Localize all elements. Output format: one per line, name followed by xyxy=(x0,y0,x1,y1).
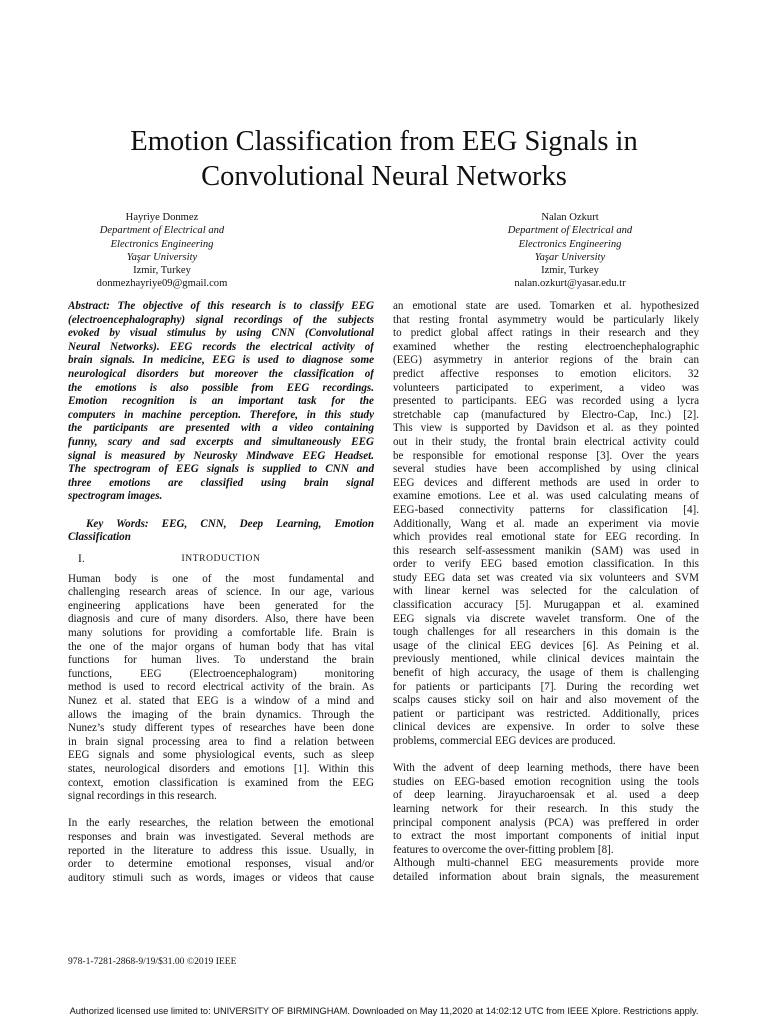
left-column xyxy=(68,300,374,885)
text-line: many solutions for providing a comfortable life. Brain is xyxy=(68,627,374,640)
abstract-line: Neural Networks). EEG records the electrical activity of xyxy=(68,340,374,353)
section-name: INTRODUCTION xyxy=(181,553,261,564)
paper-title xyxy=(0,124,768,194)
text-line: benefit of high accuracy, the usage of them is challenging xyxy=(393,667,699,680)
keywords-continued xyxy=(68,531,374,545)
text-line: which provides real emotional state for EEG recording. In xyxy=(393,531,699,544)
text-line: volunteers participated to experiment, a video was xyxy=(393,381,699,394)
author-city: Izmir, Turkey xyxy=(541,265,599,277)
paragraph xyxy=(393,857,699,884)
text-line: classification accuracy [5]. Murugappan et al. examined xyxy=(393,599,699,612)
copyright-footnote: 978-1-7281-2868-9/19/$31.00 ©2019 IEEE xyxy=(68,956,237,967)
author-university: Yaşar University xyxy=(126,251,198,263)
text-line: previously mentioned, while clinical devices maintain the xyxy=(393,653,699,666)
author-email: donmezhayriye09@gmail.com xyxy=(96,278,228,290)
text-line: presented to participants. EEG was recorded using a lycra xyxy=(393,395,699,408)
abstract-line: The spectrogram of EEG signals is supplied to CNN and xyxy=(68,463,374,476)
abstract-line: the emotions is also possible from EEG recordings. xyxy=(68,381,374,394)
text-line: Nunez et al. stated that EEG is a window of a mind and xyxy=(68,695,374,708)
text-line: method is used to record electrical activity of the brain. As xyxy=(68,681,374,694)
text-line: EEG signals via discrete wavelet transform. One of the xyxy=(393,612,699,625)
abstract-line: signal is measured by Neurosky Mindwave EEG Headset. xyxy=(68,449,374,462)
abstract-line: computers in machine perception. Therefore, in this study xyxy=(68,408,374,421)
author-block-2 xyxy=(440,211,700,291)
author-university: Yaşar University xyxy=(534,251,606,263)
author-department: Electronics Engineering xyxy=(518,238,622,250)
text-line: of deep learning. Jirayucharoensak et al. used a deep xyxy=(393,789,699,802)
text-line: This view is supported by Davidson et al. as they pointed xyxy=(393,422,699,435)
abstract-line: Abstract: The objective of this research is to classify EEG xyxy=(68,300,374,312)
abstract-line: funny, scary and sad excerpts and simultaneously EEG xyxy=(68,435,374,448)
abstract-line: (electroencephalography) signal recordings of the subjects xyxy=(68,313,374,326)
text-line: patient or participant was restricted. Additionally, prices xyxy=(393,707,699,720)
text-line: scalps causes sticky soil on hair and also movement of the xyxy=(393,694,699,707)
text-line: order to determine emotional responses, visual and/or xyxy=(68,858,374,871)
author-city: Izmir, Turkey xyxy=(133,265,191,277)
paragraph xyxy=(68,573,374,804)
keywords xyxy=(68,518,374,532)
text-line: tough challenges for all researchers in this domain is the xyxy=(393,626,699,639)
text-line: an emotional state are used. Tomarken et al. hypothesized xyxy=(393,300,699,312)
text-line: clinical devices are expensive. In order to solve these xyxy=(393,721,699,734)
text-line: to predict global affect ratings in their research and they xyxy=(393,327,699,340)
license-footer: Authorized licensed use limited to: UNIVERSITY OF BIRMINGHAM. Downloaded on May 11,2020 at 14:02:12 UTC from IEEE Xplore. Restrictions apply. xyxy=(69,1006,699,1016)
keywords-line: Classification xyxy=(68,531,131,544)
text-line: predict affective responses to emotion elicitors. 32 xyxy=(393,367,699,380)
text-line: order to verify EEG based emotion classification. In this xyxy=(393,558,699,571)
text-line: the one of the major organs of human body that has vital xyxy=(68,640,374,653)
text-line: examined whether the resting electroenchephalographic xyxy=(393,340,699,353)
abstract-line: the participants are presented with a video containing xyxy=(68,422,374,435)
title-line-1: Emotion Classification from EEG Signals in xyxy=(130,126,638,157)
text-line: for patients or participants [7]. During the recording wet xyxy=(393,680,699,693)
paragraph xyxy=(68,817,374,885)
text-line: in brain signal processing area to find a relation between xyxy=(68,735,374,748)
paragraph xyxy=(393,762,699,857)
text-line: functions, EEG (Electroencephalogram) monitoring xyxy=(68,667,374,680)
author-department: Department of Electrical and xyxy=(99,225,225,237)
text-line: be responsible for emotional response [3]. Over the years xyxy=(393,449,699,462)
abstract xyxy=(68,300,374,504)
author-block-1 xyxy=(32,211,292,291)
text-line: to extract the most important components of initial input xyxy=(393,830,699,843)
text-line: With the advent of deep learning methods, there have been xyxy=(393,762,699,775)
text-line: engineering applications have been generated for the xyxy=(68,599,374,612)
text-line: Additionally, Wang et al. made an experiment via movie xyxy=(393,517,699,530)
text-line: principal component analysis (PCA) was preffered in order xyxy=(393,816,699,829)
abstract-line: evoked by visual stimulus by using CNN (Convolutional xyxy=(68,327,374,340)
section-number: I. xyxy=(78,552,85,565)
text-line: out in their study, the frontal brain electrical activity could xyxy=(393,435,699,448)
text-line: allows the imaging of the brain dynamics. Through the xyxy=(68,708,374,721)
text-line: problems, commercial EEG devices are produced. xyxy=(393,735,616,747)
text-line: EEG-based connectivity patterns for classification [4]. xyxy=(393,503,699,516)
text-line: study EEG data set was created via six volunteers and SVM xyxy=(393,571,699,584)
author-department: Electronics Engineering xyxy=(110,238,214,250)
text-line: EEG signals and some physiological events, such as sleep xyxy=(68,749,374,762)
keywords-line: Key Words: EEG, CNN, Deep Learning, Emotion xyxy=(86,517,374,530)
text-line: stretchable cap (manufactured by Electro-Cap, Inc.) [2]. xyxy=(393,408,699,421)
right-column xyxy=(393,300,699,885)
text-line: Human body is one of the most fundamental and xyxy=(68,572,374,585)
section-heading xyxy=(68,553,374,567)
abstract-line: neurological disorders but moreover the classification of xyxy=(68,367,374,380)
paragraph xyxy=(393,300,699,749)
author-name: Hayriye Donmez xyxy=(125,212,199,223)
text-line: functions for human lives. To understand the brain xyxy=(68,654,374,667)
text-line: signal recordings in this research. xyxy=(68,790,217,803)
abstract-line: brain signals. In medicine, EEG is used to diagnose some xyxy=(68,354,374,367)
text-line: studies on EEG-based emotion recognition using the tools xyxy=(393,775,699,788)
abstract-line: three emotions are classified using brain signal xyxy=(68,476,374,489)
text-line: reported in the literature to address this issue. Usually, in xyxy=(68,844,374,857)
text-line: learning network for their research. In this study the xyxy=(393,802,699,815)
text-line: detailed information about brain signals, the measurement xyxy=(393,870,699,883)
text-line: context, emotion classification is examined from the EEG xyxy=(68,776,374,789)
abstract-line: spectrogram images. xyxy=(68,490,163,503)
author-department: Department of Electrical and xyxy=(507,225,633,237)
text-line: examine emotions. Lee et al. was used calculating means of xyxy=(393,490,699,503)
text-line: usage of the clinical EEG devices [6]. As Peining et al. xyxy=(393,639,699,652)
text-line: diagnosis and cure of many disorders. Also, there have been xyxy=(68,613,374,626)
text-line: several studies have been accomplished by using clinical xyxy=(393,463,699,476)
text-line: challenging research areas of science. In our age, various xyxy=(68,586,374,599)
text-line: EEG devices and different methods are used in order to xyxy=(393,476,699,489)
text-line: states, neurological disorders and emotions [1]. Within this xyxy=(68,763,374,775)
text-line: that resting frontal asymmetry would be particularly likely xyxy=(393,313,699,326)
text-line: responses and brain was investigated. Several methods are xyxy=(68,830,374,843)
text-line: this research self-assessment manikin (SAM) was used in xyxy=(393,544,699,557)
text-line: Nunez’s study different types of researches have been done xyxy=(68,722,374,735)
text-line: with linear kernel was selected for the calculation of xyxy=(393,585,699,598)
text-line: In the early researches, the relation between the emotional xyxy=(68,817,374,830)
text-line: features to overcome the over-fitting problem [8]. xyxy=(393,843,614,856)
abstract-line: Emotion recognition is an important task for the xyxy=(68,395,374,408)
title-line-2: Convolutional Neural Networks xyxy=(201,161,567,192)
text-line: auditory stimuli such as words, images or videos that cause xyxy=(68,871,374,884)
text-line: (EEG) asymmetry in anterior regions of the brain can xyxy=(393,354,699,367)
author-email: nalan.ozkurt@yasar.edu.tr xyxy=(514,278,626,290)
author-name: Nalan Ozkurt xyxy=(541,212,599,223)
text-line: Although multi-channel EEG measurements provide more xyxy=(393,857,699,870)
